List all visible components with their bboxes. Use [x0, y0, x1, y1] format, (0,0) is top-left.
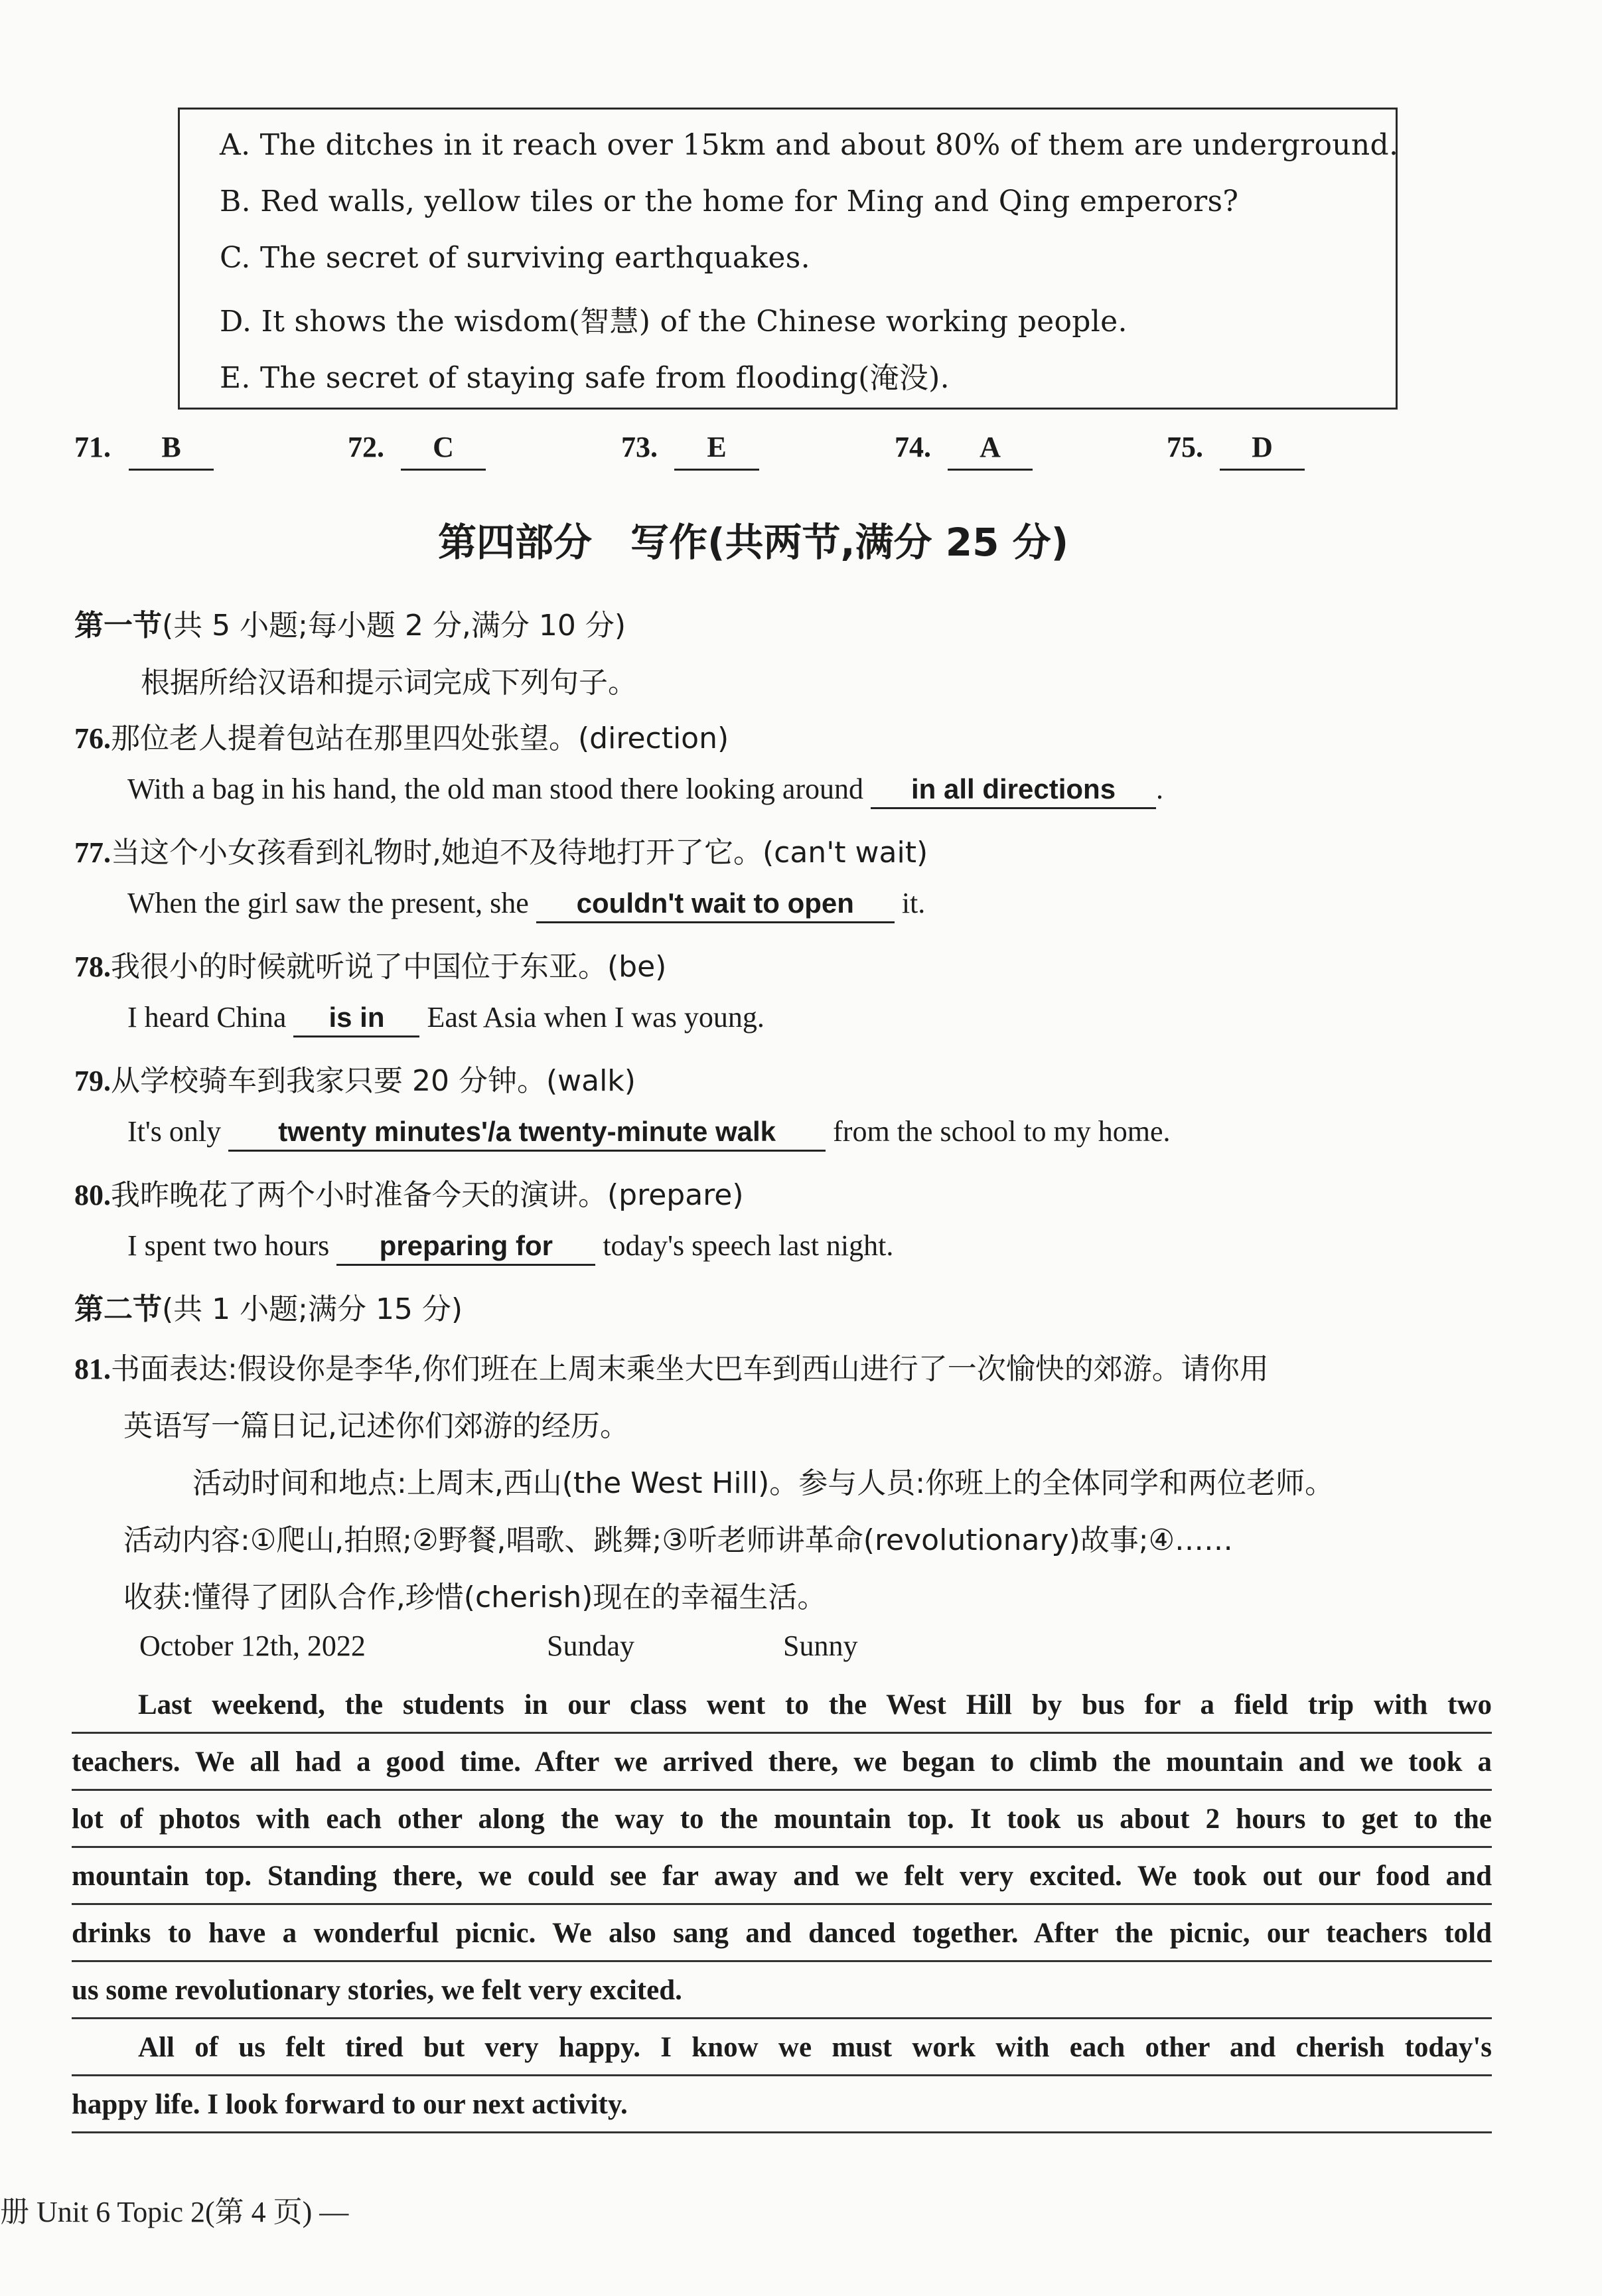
option-d: D. It shows the wisdom(智慧) of the Chinese working people. — [220, 305, 1128, 339]
sentence-after: East Asia when I was young. — [427, 1001, 765, 1033]
answer-blank: in all directions — [871, 771, 1156, 809]
answer-blank: is in — [293, 1000, 419, 1037]
sentence-after: it. — [901, 887, 926, 919]
sentence-after: today's speech last night. — [603, 1229, 894, 1262]
question-80-sentence — [127, 1228, 893, 1266]
sentence-before: It's only — [127, 1115, 222, 1148]
essay-line: drinks to have a wonderful picnic. We also sang and danced together. After the picnic, our teachers told — [72, 1905, 1492, 1962]
essay-line: happy life. I look forward to our next activity. — [72, 2076, 1492, 2133]
question-78-sentence — [127, 1000, 765, 1037]
option-e: E. The secret of staying safe from flooding(淹没). — [220, 361, 950, 395]
essay-line: lot of photos with each other along the way to the mountain top. It took us about 2 hours to get to the — [72, 1791, 1492, 1848]
section-heading — [74, 601, 626, 644]
question-81-prompt — [74, 1345, 1269, 1387]
answer-number: 71. — [74, 431, 111, 463]
question-78-prompt — [74, 943, 666, 985]
essay-line: teachers. We all had a good time. After we arrived there, we began to climb the mountain and we took a — [72, 1734, 1492, 1791]
answer-number: 73. — [621, 431, 658, 463]
essay-line: mountain top. Standing there, we could see far away and we felt very excited. We took out our food and — [72, 1848, 1492, 1905]
options-box — [178, 108, 1398, 410]
question-chinese: 我很小的时候就听说了中国位于东亚。(be) — [111, 950, 667, 984]
diary-date: October 12th, 2022 — [139, 1630, 366, 1662]
essay-line: us some revolutionary stories, we felt very excited. — [72, 1962, 1492, 2019]
question-76-prompt — [74, 714, 729, 757]
question-number: 80. — [74, 1179, 111, 1211]
detail-line: 活动时间和地点:上周末,西山(the West Hill)。参与人员:你班上的全体同学和两位老师。 — [192, 1466, 1335, 1500]
question-77-prompt — [74, 828, 928, 871]
question-79-prompt — [74, 1057, 636, 1099]
sentence-after: from the school to my home. — [833, 1115, 1171, 1148]
section-heading — [74, 1285, 463, 1328]
option-b: B. Red walls, yellow tiles or the home for Ming and Qing emperors? — [220, 185, 1239, 218]
answer-blank: preparing for — [336, 1228, 595, 1266]
answer-number: 74. — [895, 431, 931, 463]
essay-line: Last weekend, the students in our class went to the West Hill by bus for a field trip with two — [72, 1677, 1492, 1734]
answer-blank: C — [401, 430, 486, 471]
section-heading-label: 第一节 — [74, 609, 162, 643]
question-number: 77. — [74, 836, 111, 869]
sentence-before: I spent two hours — [127, 1229, 330, 1262]
section-heading-note: (共 5 小题;每小题 2 分,满分 10 分) — [162, 609, 626, 643]
sentence-before: With a bag in his hand, the old man stood there looking around — [127, 773, 864, 805]
answer-number: 75. — [1167, 431, 1203, 463]
answer-blank: D — [1220, 430, 1305, 471]
section-heading-label: 第二节 — [74, 1292, 162, 1326]
option-a: A. The ditches in it reach over 15km and about 80% of them are underground. — [220, 128, 1399, 162]
answer-number: 72. — [348, 431, 384, 463]
question-80-prompt — [74, 1171, 744, 1213]
answer-blank: B — [129, 430, 214, 471]
part-title: 第四部分 写作(共两节,满分 25 分) — [438, 520, 1069, 565]
answer-blank: couldn't wait to open — [536, 885, 895, 923]
answer-blank: E — [674, 430, 759, 471]
question-chinese: 我昨晚花了两个小时准备今天的演讲。(prepare) — [111, 1178, 744, 1212]
question-76-sentence — [127, 771, 1163, 809]
question-number: 79. — [74, 1065, 111, 1097]
detail-line: 活动内容:①爬山,拍照;②野餐,唱歌、跳舞;③听老师讲革命(revolutionary)故事;④…… — [123, 1523, 1234, 1557]
question-chinese: 那位老人提着包站在那里四处张望。(direction) — [111, 722, 729, 755]
diary-day: Sunday — [547, 1630, 634, 1662]
answers-row — [0, 430, 1602, 477]
detail-line: 收获:懂得了团队合作,珍惜(cherish)现在的幸福生活。 — [123, 1580, 827, 1614]
prompt-line: 书面表达:假设你是李华,你们班在上周末乘坐大巴车到西山进行了一次愉快的郊游。请你用 — [111, 1352, 1269, 1386]
section-heading-note: (共 1 小题;满分 15 分) — [162, 1292, 463, 1326]
question-chinese: 当这个小女孩看到礼物时,她迫不及待地打开了它。(can't wait) — [111, 836, 928, 870]
prompt-line: 英语写一篇日记,记述你们郊游的经历。 — [123, 1409, 629, 1443]
page-footer: 册 Unit 6 Topic 2(第 4 页) — — [0, 2196, 349, 2228]
essay-line: All of us felt tired but very happy. I know we must work with each other and cherish today's — [72, 2019, 1492, 2076]
question-number: 81. — [74, 1353, 111, 1385]
instruction: 根据所给汉语和提示词完成下列句子。 — [141, 666, 637, 700]
question-77-sentence — [127, 885, 925, 923]
question-chinese: 从学校骑车到我家只要 20 分钟。(walk) — [111, 1064, 636, 1098]
sentence-after: . — [1156, 773, 1164, 805]
option-c: C. The secret of surviving earthquakes. — [220, 241, 810, 275]
answer-blank: A — [948, 430, 1033, 471]
question-number: 78. — [74, 951, 111, 983]
sentence-before: When the girl saw the present, she — [127, 887, 529, 919]
question-number: 76. — [74, 722, 111, 755]
diary-weather: Sunny — [783, 1630, 858, 1662]
question-79-sentence — [127, 1114, 1171, 1152]
sentence-before: I heard China — [127, 1001, 287, 1033]
answer-blank: twenty minutes'/a twenty-minute walk — [228, 1114, 826, 1152]
